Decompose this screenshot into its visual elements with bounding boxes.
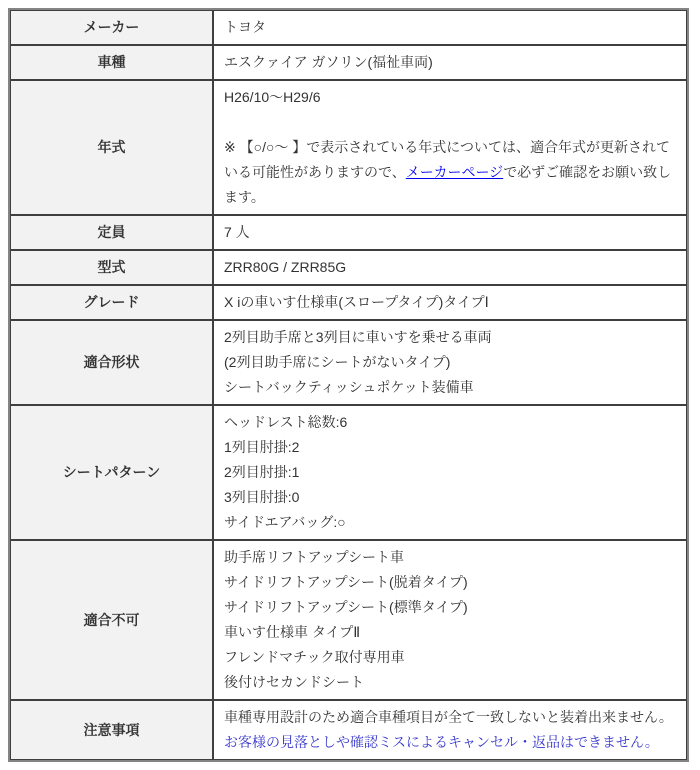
row-label-caution: 注意事項 [10,700,213,760]
table-row-model-code [10,250,687,285]
value-line: サイドエアバッグ:○ [224,514,346,530]
row-value-not-compatible [213,540,687,700]
row-label-compatible-shape: 適合形状 [10,320,213,405]
vehicle-spec-table [8,8,689,762]
row-value-caution [213,700,687,760]
value-line: (2列目助手席にシートがないタイプ) [224,354,451,370]
value-line: ヘッドレスト総数:6 [224,414,348,430]
value-line [224,110,676,135]
value-line: H26/10～H29/6 [224,89,321,105]
value-line: ZRR80G / ZRR85G [224,259,347,275]
row-label-model-year: 年式 [10,80,213,215]
row-value-grade [213,285,687,320]
value-line: 2列目肘掛:1 [224,464,300,480]
value-text: で必ずご確認をお願い致します。 [224,164,672,205]
row-label-model-name: 車種 [10,45,213,80]
value-line: エスクァイア ガソリン(福祉車両) [224,54,433,70]
value-line: フレンドマチック取付専用車 [224,649,405,665]
value-line [224,135,676,210]
row-label-maker: メーカー [10,10,213,45]
row-value-maker [213,10,687,45]
row-value-capacity [213,215,687,250]
table-row-caution [10,700,687,760]
row-value-model-year [213,80,687,215]
table-row-compatible-shape [10,320,687,405]
row-value-model-name [213,45,687,80]
value-line: 3列目肘掛:0 [224,489,300,505]
value-line: 7 人 [224,224,250,240]
table-row-maker [10,10,687,45]
value-line: シートバックティッシュポケット装備車 [224,379,474,395]
value-line: 1列目肘掛:2 [224,439,300,455]
value-line: お客様の見落としや確認ミスによるキャンセル・返品はできません。 [224,734,659,750]
value-line: トヨタ [224,19,266,35]
row-value-compatible-shape [213,320,687,405]
table-row-not-compatible [10,540,687,700]
table-row-capacity [10,215,687,250]
value-line: 車種専用設計のため適合車種項目が全て一致しないと装着出来ません。 [224,709,673,725]
row-label-seat-pattern: シートパターン [10,405,213,540]
row-label-model-code: 型式 [10,250,213,285]
value-line: 後付けセカンドシート [224,674,364,690]
value-line: サイドリフトアップシート(標準タイプ) [224,599,468,615]
value-text: ※ 【○/○～ 】で表示されている年式については、適合年式が更新されている可能性がありますので、 [224,139,671,180]
value-line: 助手席リフトアップシート車 [224,549,405,565]
value-line: 車いす仕様車 タイプⅡ [224,624,361,640]
row-value-model-code [213,250,687,285]
row-label-capacity: 定員 [10,215,213,250]
table-row-grade [10,285,687,320]
row-label-grade: グレード [10,285,213,320]
table-row-model-name [10,45,687,80]
table-row-model-year [10,80,687,215]
row-value-seat-pattern [213,405,687,540]
maker-page-link[interactable]: メーカーページ [405,164,504,180]
value-line: X iの車いす仕様車(スロープタイプ)タイプⅠ [224,294,489,310]
value-line: 2列目助手席と3列目に車いすを乗せる車両 [224,329,492,345]
table-row-seat-pattern [10,405,687,540]
value-line: サイドリフトアップシート(脱着タイプ) [224,574,468,590]
spec-table-body [10,10,687,760]
row-label-not-compatible: 適合不可 [10,540,213,700]
